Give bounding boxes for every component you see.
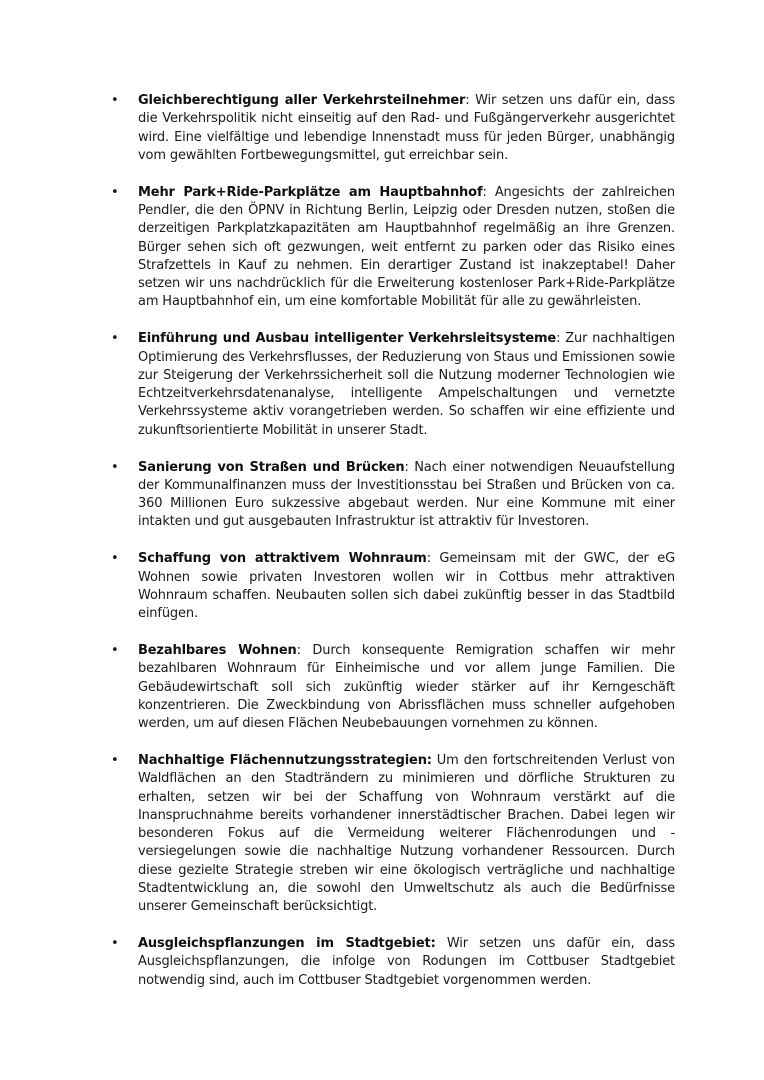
bullet-icon: • [111,551,119,567]
bullet-icon: • [111,642,119,658]
item-separator: : [404,459,415,475]
list-item-verkehrsleitsysteme [111,330,675,440]
item-separator: : [556,331,566,347]
item-title: Bezahlbares Wohnen [138,642,297,658]
item-separator: : [482,184,495,200]
item-text: Durch konsequente Remigration schaffen wir mehr bezahlbaren Wohnraum für Einheimische und vor allem junge Familien. Die Gebäudewirtschaft soll sich zukünftig wieder stärker auf ihr Kerngeschäft konzentrieren. Die Zweckbindung von Abrissflächen muss schneller aufgehoben werden, um auf diesen Flächen Neubebauungen vornehmen zu können. [138,642,675,732]
list-item-wohnraum [111,550,675,623]
bullet-icon: • [111,752,119,768]
bullet-icon: • [111,93,119,108]
item-separator: : [426,551,440,567]
item-text: Wir setzen uns dafür ein, dass Ausgleichspflanzungen, die infolge von Rodungen im Cottbuser Stadtgebiet notwendig sind, auch im Cottbuser Stadtgebiet vorgenommen werden. [138,936,675,988]
list-item-bezahlbares-wohnen [111,642,675,733]
item-text: Nach einer notwendigen Neuaufstellung der Kommunalfinanzen muss der Investitionsstau bei Straßen und Brücken von ca. 360 Millionen Euro sukzessive abgebaut werden. Nur eine Kommune mit einer intakten und gut ausgebauten Infrastruktur ist attraktiv für Investoren. [138,459,675,530]
item-text: Wir setzen uns dafür ein, dass die Verkehrspolitik nicht einseitig auf den Rad- und Fußgängerverkehr ausgerichtet wird. Eine vielfältige und lebendige Innenstadt muss für jeden Bürger, unabhängig vom gewählten Fortbewegungsmittel, gut erreichbar sein. [138,93,675,163]
bullet-list [111,92,675,990]
item-title: Gleichberechtigung aller Verkehrsteilnehmer [138,93,466,108]
item-text: Um den fortschreitenden Verlust von Waldflächen an den Stadträndern zu minimieren und dörfliche Strukturen zu erhalten, setzen wir bei der Schaffung von Wohnraum verstärkt auf die Inanspruchnahme bereits vorhandener innerstädtischer Brachen. Dabei legen wir besonderen Fokus auf die Vermeidung weiterer Flächenrodungen und -versiegelungen sowie die nachhaltige Nutzung vorhandener Ressourcen. Durch diese gezielte Strategie streben wir eine ökologisch verträgliche und nachhaltige Stadtentwicklung an, die sowohl den Umweltschutz als auch die Bedürfnisse unserer Gemeinschaft berücksichtigt. [138,752,676,915]
list-item-flaechennutzung [111,752,675,917]
list-item-ausgleichspflanzungen [111,935,675,990]
item-text: Angesichts der zahlreichen Pendler, die den ÖPNV in Richtung Berlin, Leipzig oder Dresden nutzen, stoßen die derzeitigen Parkplatzkapazitäten am Hauptbahnhof regelmäßig an ihre Grenzen. Bürger sehen sich oft gezwungen, weit entfernt zu parken oder das Risiko eines Strafzettels in Kauf zu nehmen. Ein derartiger Zustand ist inakzeptabel! Daher setzen wir uns nachdrücklich für die Erweiterung kostenloser Park+Ride-Parkplätze am Hauptbahnhof ein, um eine komfortable Mobilität für alle zu gewährleisten. [138,184,675,310]
bullet-icon: • [111,459,119,475]
item-title: Ausgleichspflanzungen im Stadtgebiet: [138,936,436,952]
item-text: Gemeinsam mit der GWC, der eG Wohnen sowie privaten Investoren wollen wir in Cottbus mehr attraktiven Wohnraum schaffen. Neubauten sollen sich dabei zukünftig besser in das Stadtbild einfügen. [138,551,675,622]
bullet-icon: • [111,936,119,952]
item-separator: : [465,93,476,108]
item-separator: : [296,642,313,658]
bullet-icon: • [111,331,119,347]
list-item-park-ride [111,184,675,312]
item-title: Sanierung von Straßen und Brücken [138,459,405,475]
list-item-gleichberechtigung [111,92,675,165]
item-text: Zur nachhaltigen Optimierung des Verkehrsflusses, der Reduzierung von Staus und Emissionen sowie zur Steigerung der Verkehrssicherheit soll die Nutzung moderner Technologien wie Echtzeitverkehrsdatenanalyse, intelligente Ampelschaltungen und vernetzte Verkehrssysteme aktiv vorangetrieben werden. So schaffen wir eine effiziente und zukunftsorientierte Mobilität in unserer Stadt. [138,331,675,438]
item-separator [436,936,447,951]
item-title: Schaffung von attraktivem Wohnraum [138,551,427,567]
bullet-icon: • [111,184,119,200]
item-title: Mehr Park+Ride-Parkplätze am Hauptbahnhof [138,184,483,200]
item-title: Einführung und Ausbau intelligenter Verkehrsleitsysteme [138,331,557,347]
item-title: Nachhaltige Flächennutzungsstrategien: [138,752,432,768]
list-item-sanierung [111,459,675,532]
